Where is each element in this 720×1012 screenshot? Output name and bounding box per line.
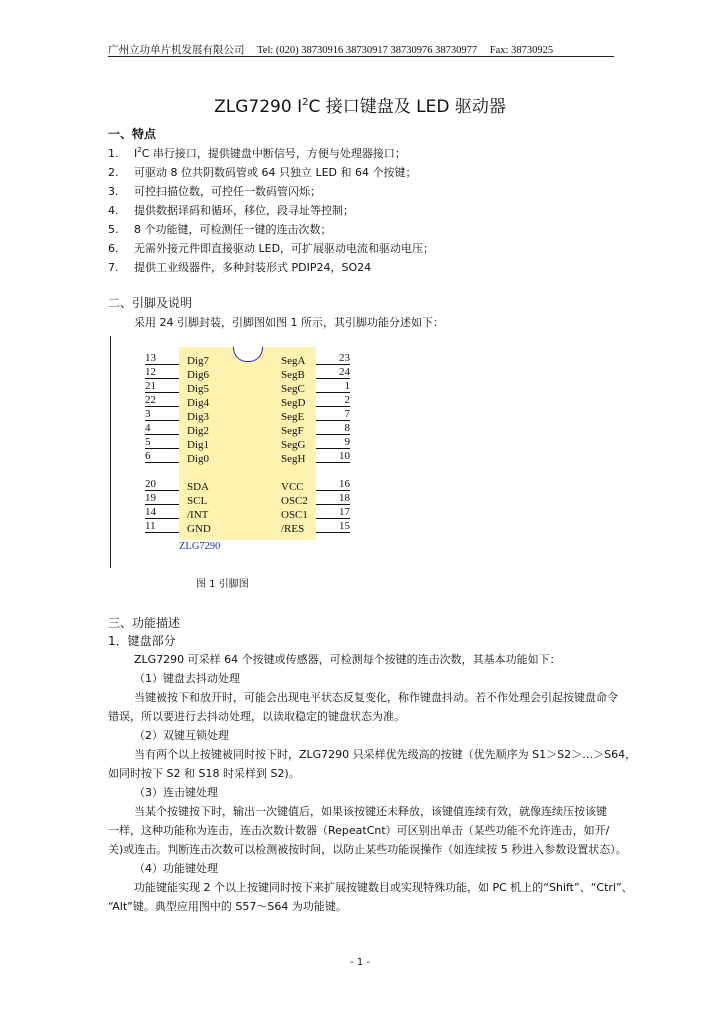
left-pin-name: Dig2 [187, 425, 209, 437]
left-pin-number: 4 [145, 422, 179, 435]
right-pin-number: 2 [316, 394, 350, 407]
body-line: 功能键能实现 2 个以上按键同时按下来扩展按键数目或实现特殊功能，如 PC 机上的“Shift”、“Ctrl”、 [134, 881, 633, 894]
left-pin-number: 14 [145, 506, 179, 519]
section1-heading: 一、特点 [108, 127, 157, 141]
feature-item: 7. 提供工业级器件，多种封装形式 PDIP24，SO24 [108, 261, 372, 274]
body-line: 如同时按下 S2 和 S18 时采样到 S2)。 [108, 767, 300, 780]
header-tel: Tel: (020) 38730916 38730917 38730976 38730977 [257, 45, 478, 56]
right-pin-number: 9 [316, 436, 350, 449]
left-pin-name: /INT [187, 509, 209, 521]
feature-item: 6. 无需外接元件即直接驱动 LED，可扩展驱动电流和驱动电压； [108, 242, 435, 255]
right-pin-number: 24 [316, 366, 350, 379]
left-pin-number: 22 [145, 394, 179, 407]
page-header [108, 42, 614, 57]
right-pin-number: 23 [316, 352, 350, 365]
left-pin-number: 5 [145, 436, 179, 449]
keyboard-subheading: 1．键盘部分 [108, 634, 176, 648]
right-pin-name: SegB [281, 369, 305, 381]
body-line: （1）键盘去抖动处理 [134, 672, 240, 685]
left-pin-number: 20 [145, 478, 179, 491]
body-line: 一样，这种功能称为连击，连击次数计数器（RepeatCnt）可区别出单击（某些功能不允许连击，如开/ [108, 824, 610, 837]
right-pin-name: VCC [281, 481, 304, 493]
left-pin-name: Dig3 [187, 411, 209, 423]
figure-left-rule [110, 336, 111, 568]
left-pin-name: Dig7 [187, 355, 209, 367]
left-pin-name: GND [187, 523, 211, 535]
left-pin-name: Dig1 [187, 439, 209, 451]
body-line: （4）功能键处理 [134, 862, 218, 875]
left-pin-number: 6 [145, 450, 179, 463]
chip-name: ZLG7290 [179, 541, 221, 552]
right-pin-number: 7 [316, 408, 350, 421]
right-pin-name: OSC2 [281, 495, 308, 507]
body-line: ZLG7290 可采样 64 个按键或传感器，可检测每个按键的连击次数，其基本功能如下： [134, 653, 561, 666]
header-rule [108, 56, 614, 57]
right-pin-number: 10 [316, 450, 350, 463]
right-pin-name: SegF [281, 425, 304, 437]
right-pin-name: SegG [281, 439, 306, 451]
right-pin-number: 1 [316, 380, 350, 393]
left-pin-number: 11 [145, 520, 179, 533]
body-line: 当某个按键按下时，输出一次键值后，如果该按键还未释放，该键值连续有效，就像连续压按该键 [134, 805, 607, 818]
feature-item: 1. $I^2C$ 串行接口，提供键盘中断信号，方便与处理器接口； [108, 146, 406, 160]
body-line: “Alt”键。典型应用图中的 S57～S64 为功能键。 [108, 900, 347, 913]
left-pin-name: SCL [187, 495, 208, 507]
left-pin-name: SDA [187, 481, 210, 493]
body-line: 关)或连击。判断连击次数可以检测被按时间，以防止某些功能误操作（如连续按 5 秒进入参数设置状态）。 [108, 843, 627, 856]
section3-heading: 三、功能描述 [108, 616, 181, 630]
left-pin-name: Dig5 [187, 383, 209, 395]
left-pin-number: 12 [145, 366, 179, 379]
header-company: 广州立功单片机发展有限公司 [108, 45, 245, 56]
left-pin-name: Dig4 [187, 397, 209, 409]
document-title: ZLG7290 $I^2C$ 接口键盘及 LED 驱动器 [214, 97, 506, 117]
left-pin-number: 3 [145, 408, 179, 421]
right-pin-name: /RES [281, 523, 305, 535]
header-fax: Fax: 38730925 [489, 45, 554, 56]
body-line: 当有两个以上按键被同时按下时，ZLG7290 只采样优先级高的按键（优先顺序为 S1＞S2＞…＞S64， [134, 748, 637, 761]
left-pin-name: Dig0 [187, 453, 209, 465]
right-pin-number: 15 [316, 520, 350, 533]
body-line: 错误，所以要进行去抖动处理，以读取稳定的键盘状态为准。 [108, 710, 405, 723]
left-pin-name: Dig6 [187, 369, 209, 381]
section2-heading: 二、引脚及说明 [108, 296, 193, 310]
right-pin-name: SegD [281, 397, 306, 409]
left-pin-number: 19 [145, 492, 179, 505]
feature-item: 2. 可驱动 8 位共阴数码管或 64 只独立 LED 和 64 个按键； [108, 166, 417, 179]
figure-caption: 图 1 引脚图 [196, 579, 249, 590]
left-pin-number: 21 [145, 380, 179, 393]
right-pin-number: 16 [316, 478, 350, 491]
right-pin-number: 8 [316, 422, 350, 435]
right-pin-name: OSC1 [281, 509, 308, 521]
body-line: （3）连击键处理 [134, 786, 218, 799]
right-pin-name: SegA [281, 355, 306, 367]
page-number: - 1 - [350, 957, 370, 968]
right-pin-name: SegC [281, 383, 305, 395]
body-line: （2）双键互锁处理 [134, 729, 229, 742]
right-pin-number: 18 [316, 492, 350, 505]
right-pin-number: 17 [316, 506, 350, 519]
feature-item: 5. 8 个功能键，可检测任一键的连击次数； [108, 223, 332, 236]
feature-item: 4. 提供数据译码和循环，移位，段寻址等控制； [108, 204, 354, 217]
feature-item: 3. 可控扫描位数，可控任一数码管闪烁； [108, 185, 321, 198]
pinout-intro: 采用 24 引脚封装，引脚图如图 1 所示，其引脚功能分述如下： [134, 316, 444, 329]
right-pin-name: SegE [281, 411, 305, 423]
right-pin-name: SegH [281, 453, 306, 465]
body-line: 当键被按下和放开时，可能会出现电平状态反复变化，称作键盘抖动。若不作处理会引起按键盘命令 [134, 691, 618, 704]
left-pin-number: 13 [145, 352, 179, 365]
